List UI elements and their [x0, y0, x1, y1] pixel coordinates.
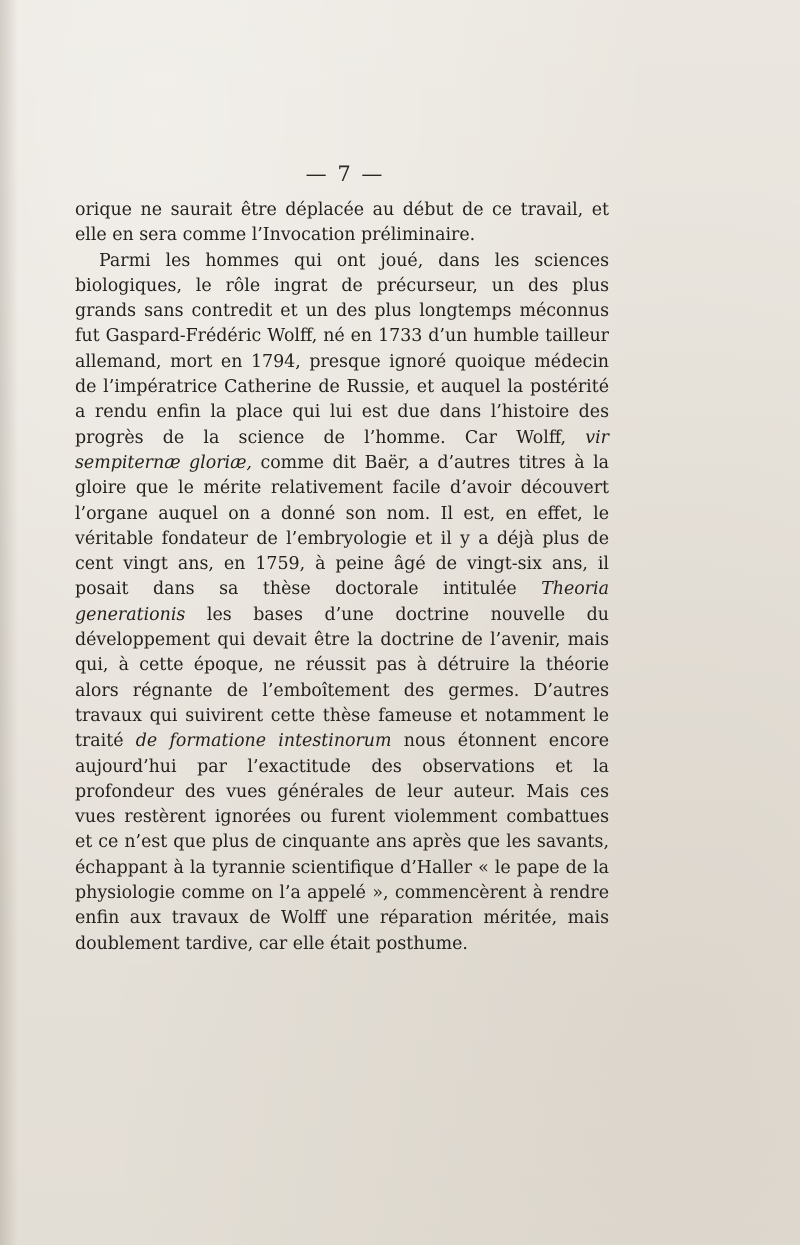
paragraph-2-text: les bases d’une doctrine nouvelle du développement qui devait être la doctrine de l’avenir, mais qui, à cette époque, ne réussit pas à détruire la théorie alors régnante de l’emboîtement des germes. D’autres travaux qui suivirent cette thèse fameuse et notamment le traité [75, 604, 609, 752]
page-edge-shadow [0, 0, 18, 1245]
paragraph-1-text: orique ne saurait être déplacée au début de ce travail, et elle en sera comme l’Invocation préliminaire. [75, 200, 609, 246]
paragraph-1 [75, 198, 609, 249]
latin-phrase: vir sempiternæ gloriæ, [75, 427, 609, 473]
page-number: — 7 — [305, 162, 385, 186]
thesis-title: Theoria generationis [75, 579, 609, 625]
paragraph-2-text: nous étonnent encore aujourd’hui par l’exactitude des observations et la profondeur des vues générales de leur auteur. Mais ces vues restèrent ignorées ou furent violemment combattues et ce n’est que plus de cinquante ans après que les savants, échappant à la tyrannie scientifique d’Haller « le pape de la physiologie comme on l’a appelé », commencèrent à rendre enfin aux travaux de Wolff une réparation méritée, mais doublement tardive, car elle était posthume. [75, 731, 609, 954]
paragraph-2-text: comme dit Baër, a d’autres titres à la gloire que le mérite relativement facile d’avoir découvert l’organe auquel on a donné son nom. Il est, en effet, le véritable fondateur de l’embryologie et il y a déjà plus de cent vingt ans, en 1759, à peine âgé de vingt-six ans, il posait dans sa thèse doctorale intitulée [75, 452, 610, 600]
paragraph-2-text: Parmi les hommes qui ont joué, dans les sciences biologiques, le rôle ingrat de précurseur, un des plus grands sans contredit et un des plus longtemps méconnus fut Gaspard-Frédéric Wolff, né en 1733 d’un humble tailleur allemand, mort en 1794, presque ignoré quoique médecin de l’impératrice Catherine de Russie, et auquel la postérité a rendu enfin la place qui lui est due dans l’histoire des progrès de la science de l’homme. Car Wolff, [75, 250, 609, 448]
treatise-title: de formatione intestinorum [135, 731, 392, 752]
body-text [75, 198, 609, 957]
paragraph-2 [75, 249, 609, 957]
